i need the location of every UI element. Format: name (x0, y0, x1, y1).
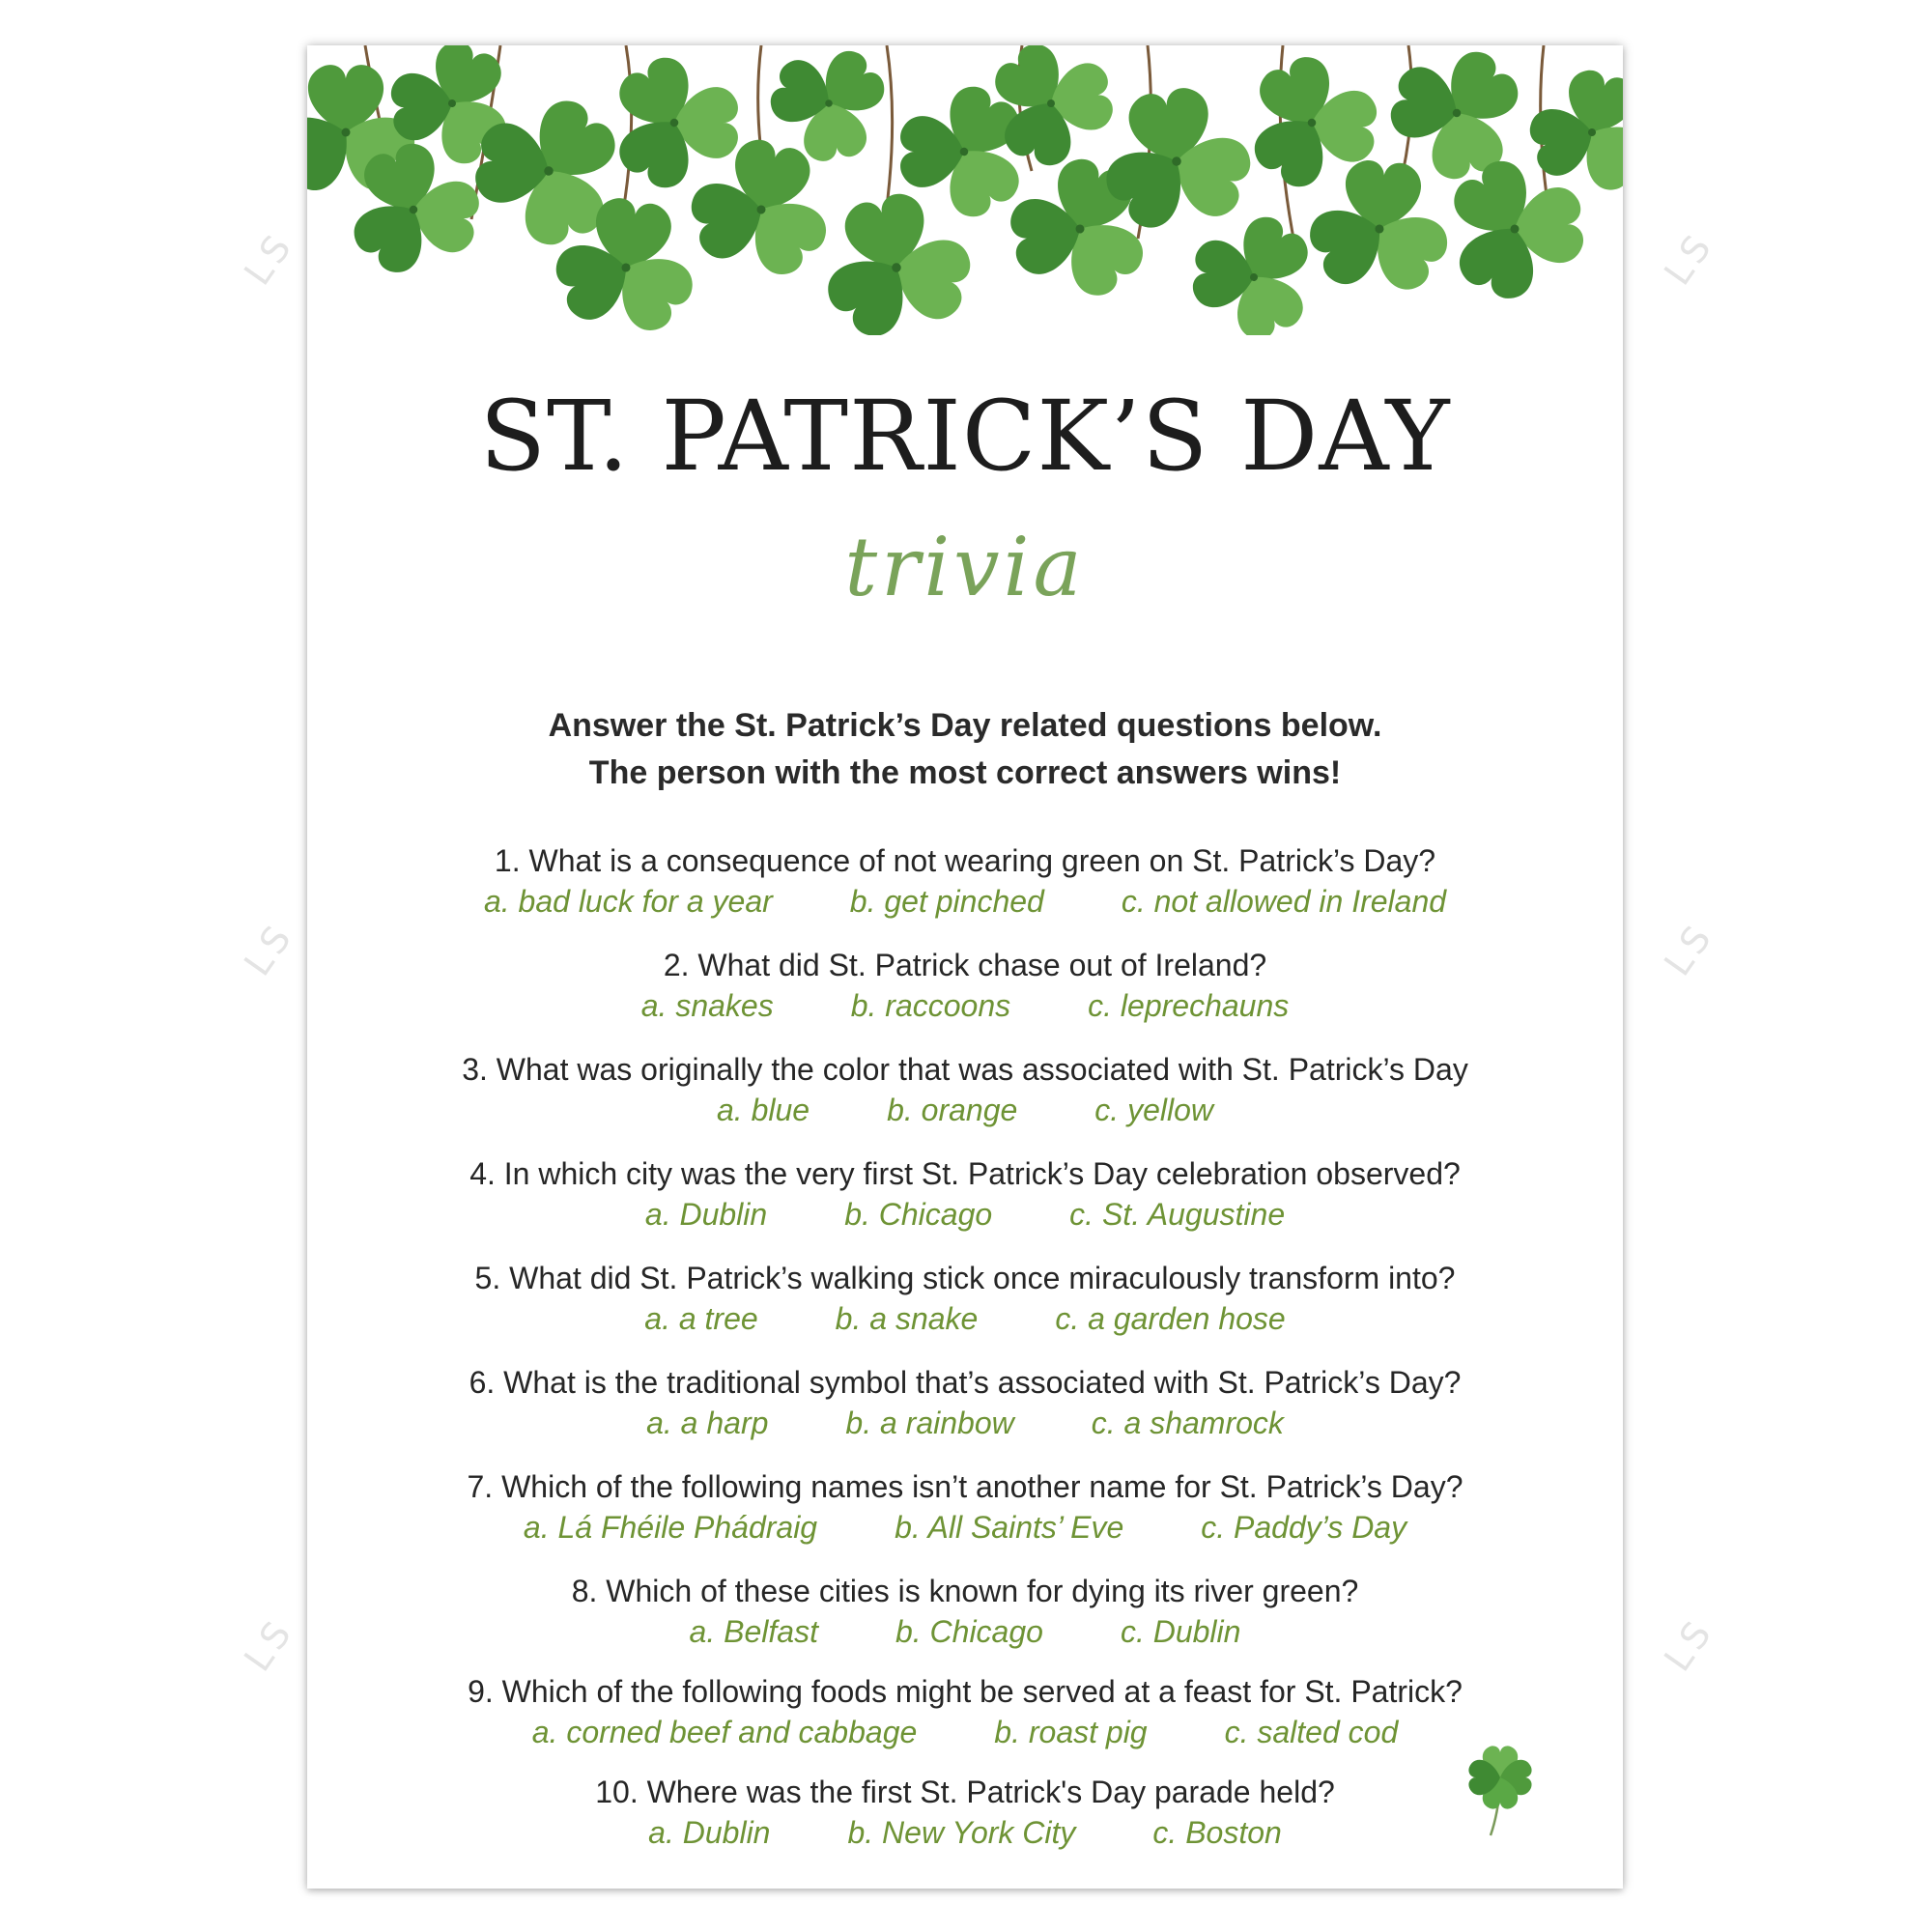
answer-option: a. a harp (646, 1406, 769, 1440)
question-9 (307, 1671, 1623, 1752)
answer-option: c. leprechauns (1088, 988, 1290, 1023)
answer-option: a. corned beef and cabbage (531, 1715, 918, 1749)
question-text: 5. What did St. Patrick’s walking stick once miraculously transform into? (474, 1261, 1456, 1295)
question-text: 7. Which of the following names isn’t another name for St. Patrick’s Day? (467, 1469, 1463, 1504)
question-4 (307, 1153, 1623, 1235)
question-8 (307, 1571, 1623, 1652)
trivia-card (307, 45, 1623, 1889)
answer-option: b. All Saints’ Eve (895, 1510, 1124, 1545)
answer-options (307, 985, 1623, 1026)
watermark: LS (1656, 222, 1723, 294)
answer-option: b. Chicago (895, 1614, 1043, 1649)
watermark: LS (236, 222, 303, 294)
watermark: LS (1656, 913, 1723, 984)
answer-option: c. not allowed in Ireland (1121, 884, 1447, 919)
answer-option: b. get pinched (849, 884, 1044, 919)
instructions-line: The person with the most correct answers wins! (588, 754, 1342, 791)
answer-options (307, 1298, 1623, 1339)
answer-option: b. raccoons (850, 988, 1011, 1023)
question-text: 6. What is the traditional symbol that’s associated with St. Patrick’s Day? (469, 1365, 1462, 1400)
answer-options (307, 881, 1623, 922)
watermark: LS (236, 913, 303, 984)
answer-option: b. roast pig (994, 1715, 1148, 1749)
question-text: 10. Where was the first St. Patrick's Day parade held? (595, 1775, 1335, 1809)
question-text: 8. Which of these cities is known for dying its river green? (571, 1574, 1359, 1608)
answer-options (307, 1611, 1623, 1652)
answer-option: a. Lá Fhéile Phádraig (523, 1510, 818, 1545)
question-text: 3. What was originally the color that was associated with St. Patrick’s Day (462, 1052, 1468, 1087)
page-title: ST. PATRICK’S DAY (479, 380, 1451, 493)
answer-options (307, 1507, 1623, 1548)
answer-options (307, 1194, 1623, 1235)
answer-option: a. bad luck for a year (483, 884, 773, 919)
answer-option: b. a rainbow (845, 1406, 1014, 1440)
answer-option: b. Chicago (844, 1197, 993, 1232)
question-3 (307, 1049, 1623, 1130)
question-2 (307, 945, 1623, 1026)
question-7 (307, 1466, 1623, 1548)
answer-options (307, 1712, 1623, 1752)
question-1 (307, 840, 1623, 922)
question-6 (307, 1362, 1623, 1443)
watermark: LS (236, 1608, 303, 1680)
answer-options (307, 1812, 1623, 1853)
question-text: 1. What is a consequence of not wearing green on St. Patrick’s Day? (494, 843, 1436, 878)
answer-option: c. Boston (1152, 1815, 1282, 1850)
shamrock-icon (1462, 1731, 1539, 1837)
answer-option: c. St. Augustine (1069, 1197, 1286, 1232)
answer-option: c. Dublin (1120, 1614, 1241, 1649)
answer-option: c. Paddy’s Day (1201, 1510, 1407, 1545)
question-text: 9. Which of the following foods might be served at a feast for St. Patrick? (468, 1674, 1463, 1709)
answer-option: a. Dublin (644, 1197, 768, 1232)
answer-option: c. yellow (1094, 1093, 1213, 1127)
instructions-line: Answer the St. Patrick’s Day related questions below. (548, 707, 1382, 744)
question-text: 4. In which city was the very first St. Patrick’s Day celebration observed? (469, 1156, 1461, 1191)
answer-option: c. a shamrock (1091, 1406, 1284, 1440)
question-10 (307, 1772, 1623, 1853)
page-subtitle: trivia (844, 520, 1086, 614)
answer-option: b. a snake (835, 1301, 979, 1336)
answer-option: a. blue (717, 1093, 810, 1127)
question-text: 2. What did St. Patrick chase out of Ireland? (663, 948, 1267, 982)
answer-option: c. salted cod (1224, 1715, 1399, 1749)
answer-option: a. Belfast (689, 1614, 818, 1649)
answer-option: c. a garden hose (1055, 1301, 1286, 1336)
answer-option: b. orange (887, 1093, 1018, 1127)
answer-option: a. snakes (640, 988, 774, 1023)
answer-option: a. a tree (644, 1301, 758, 1336)
clover-border-illustration (307, 45, 1623, 335)
answer-option: b. New York City (847, 1815, 1076, 1850)
answer-options (307, 1090, 1623, 1130)
answer-option: a. Dublin (648, 1815, 771, 1850)
question-5 (307, 1258, 1623, 1339)
instructions (307, 702, 1623, 797)
answer-options (307, 1403, 1623, 1443)
watermark: LS (1656, 1608, 1723, 1680)
